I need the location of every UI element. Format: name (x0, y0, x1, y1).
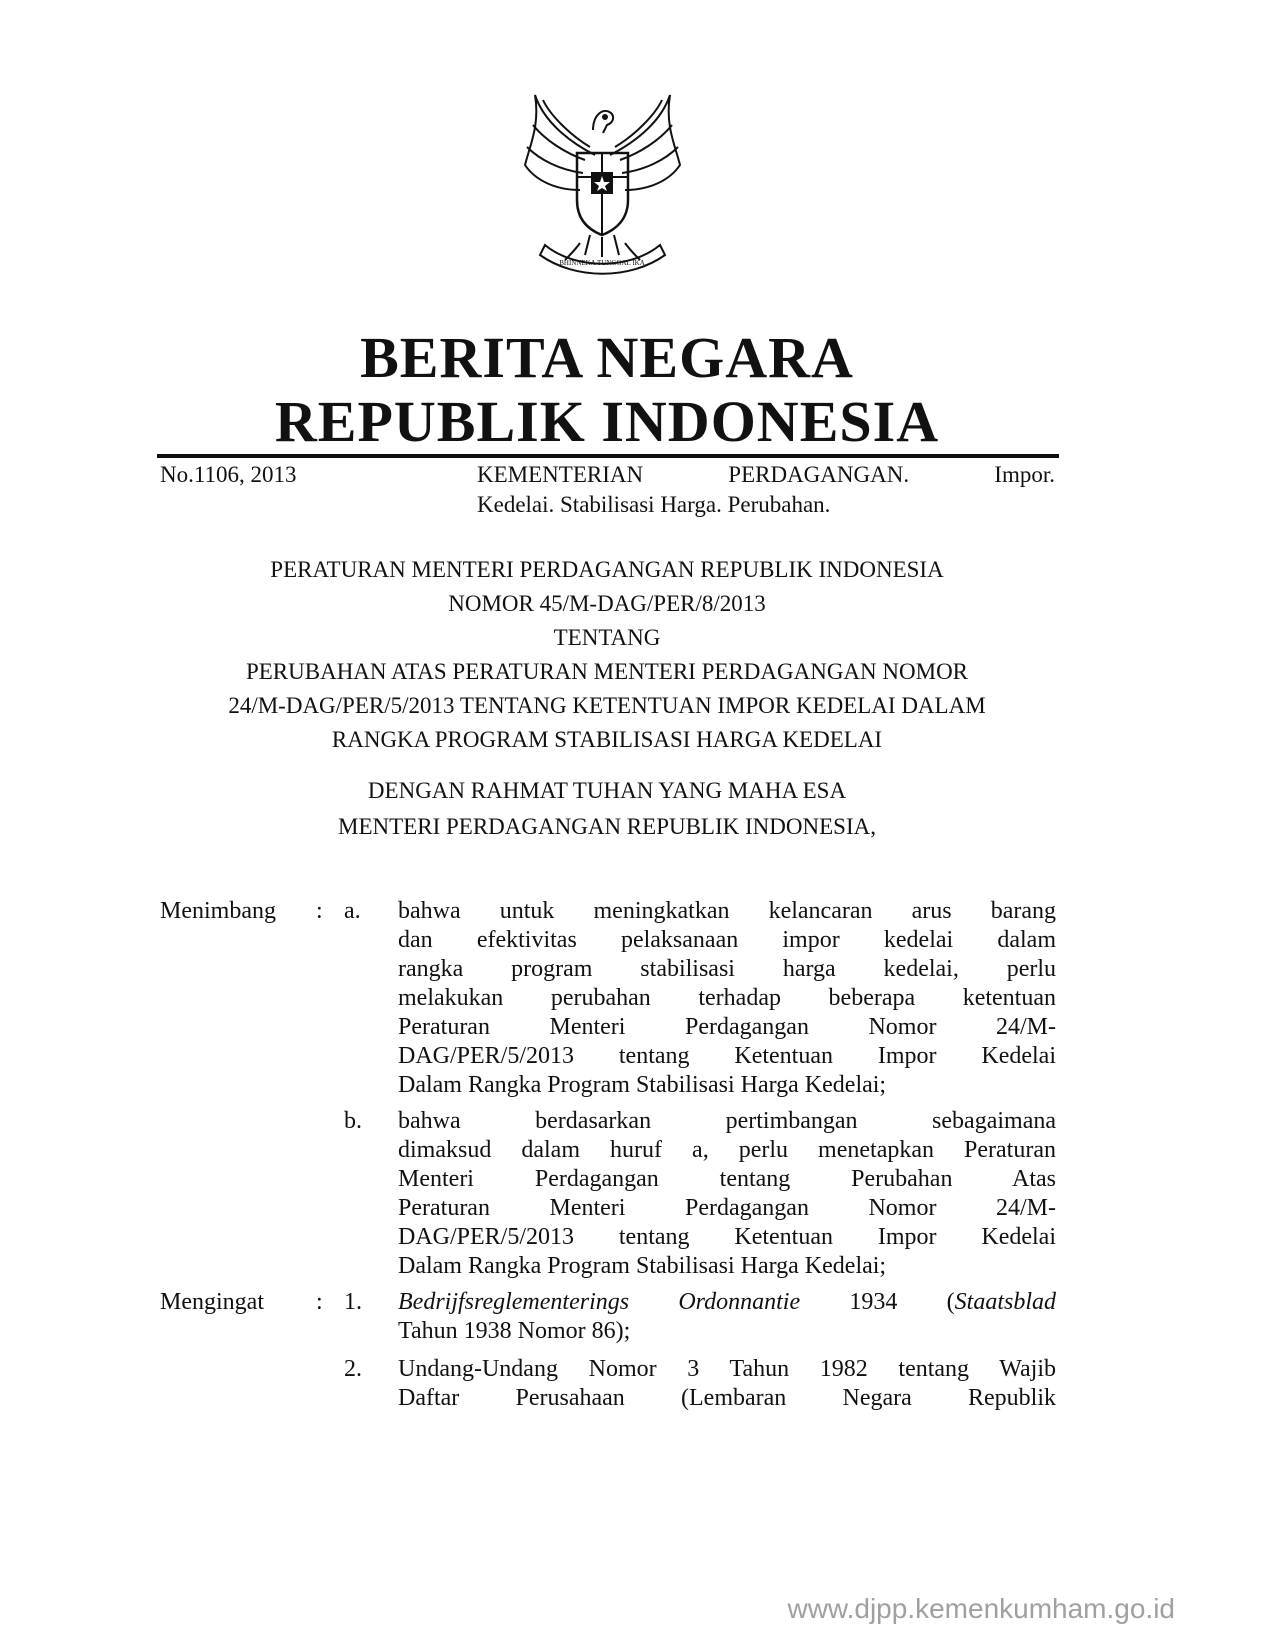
gazette-title-line1: BERITA NEGARA (360, 325, 854, 390)
item-marker: a. (344, 898, 361, 924)
menimbang-colon: : (316, 898, 323, 924)
menimbang-label: Menimbang (160, 898, 276, 924)
text-line: Menteri Perdagangan tentang Perubahan Atas (398, 1166, 1056, 1192)
mengingat-colon: : (316, 1289, 323, 1315)
item-marker: 2. (344, 1356, 362, 1382)
text-line: Dalam Rangka Program Stabilisasi Harga Kedelai; (398, 1253, 887, 1279)
mengingat-label: Mengingat (160, 1289, 264, 1315)
regulation-title-line: PERATURAN MENTERI PERDAGANGAN REPUBLIK INDONESIA (270, 557, 944, 582)
regulation-number: NOMOR 45/M-DAG/PER/8/2013 (448, 591, 766, 616)
text-line: DAG/PER/5/2013 tentang Ketentuan Impor Kedelai (398, 1043, 1056, 1069)
subject-word: KEMENTERIAN (477, 462, 644, 487)
text-line: Undang-Undang Nomor 3 Tahun 1982 tentang Wajib (398, 1356, 1056, 1382)
text-line: rangka program stabilisasi harga kedelai, perlu (398, 956, 1056, 982)
opening-line: DENGAN RAHMAT TUHAN YANG MAHA ESA (367, 778, 847, 803)
regulation-title-line: PERUBAHAN ATAS PERATURAN MENTERI PERDAGANGAN NOMOR (245, 659, 969, 684)
item-marker: b. (344, 1108, 362, 1134)
text-line: dimaksud dalam huruf a, perlu menetapkan Peraturan (398, 1137, 1056, 1163)
text-line: Daftar Perusahaan (Lembaran Negara Republik (398, 1385, 1056, 1411)
masthead-divider (157, 454, 1059, 458)
mengingat-item-2 (398, 1355, 1056, 1413)
mengingat-item-1 (398, 1288, 1056, 1346)
text-line: bahwa untuk meningkatkan kelancaran arus barang (398, 898, 1056, 924)
text-line: DAG/PER/5/2013 tentang Ketentuan Impor Kedelai (398, 1224, 1056, 1250)
text-line: Peraturan Menteri Perdagangan Nomor 24/M- (398, 1014, 1056, 1040)
garuda-pancasila-emblem-icon (515, 85, 690, 280)
gazette-title-line2: REPUBLIK INDONESIA (274, 389, 940, 454)
menimbang-item-b (398, 1107, 1056, 1281)
regulation-title (157, 553, 1057, 757)
item-marker: 1. (344, 1289, 362, 1315)
italic-term: Staatsblad (954, 1289, 1057, 1315)
text-line: dan efektivitas pelaksanaan impor kedelai dalam (398, 927, 1056, 953)
text-line: Peraturan Menteri Perdagangan Nomor 24/M- (398, 1195, 1056, 1221)
text-line: bahwa berdasarkan pertimbangan sebagaimana (398, 1108, 1056, 1134)
text-fragment: 1934 ( (800, 1289, 955, 1315)
preamble-opening (157, 773, 1057, 845)
subject-line2: Kedelai. Stabilisasi Harga. Perubahan. (477, 492, 831, 517)
regulation-title-line: RANGKA PROGRAM STABILISASI HARGA KEDELAI (331, 727, 883, 752)
subject-word: Impor. (994, 462, 1055, 487)
svg-text:BHINNEKA TUNGGAL IKA: BHINNEKA TUNGGAL IKA (559, 259, 645, 267)
subject-word: PERDAGANGAN. (728, 462, 910, 487)
text-line: melakukan perubahan terhadap beberapa ketentuan (398, 985, 1056, 1011)
text-line: Dalam Rangka Program Stabilisasi Harga Kedelai; (398, 1072, 887, 1098)
regulation-title-line: TENTANG (553, 625, 661, 650)
text-line: Tahun 1938 Nomor 86); (398, 1318, 631, 1344)
source-watermark: www.djpp.kemenkumham.go.id (787, 1593, 1175, 1624)
gazette-number: No.1106, 2013 (160, 462, 297, 487)
italic-term: Bedrijfsreglementerings Ordonnantie (398, 1289, 801, 1315)
text-line (398, 1288, 1056, 1317)
opening-line: MENTERI PERDAGANGAN REPUBLIK INDONESIA, (338, 814, 876, 839)
gazette-subject (477, 460, 1055, 520)
regulation-title-line: 24/M-DAG/PER/5/2013 TENTANG KETENTUAN IMPOR KEDELAI DALAM (228, 693, 986, 718)
menimbang-item-a (398, 897, 1056, 1100)
